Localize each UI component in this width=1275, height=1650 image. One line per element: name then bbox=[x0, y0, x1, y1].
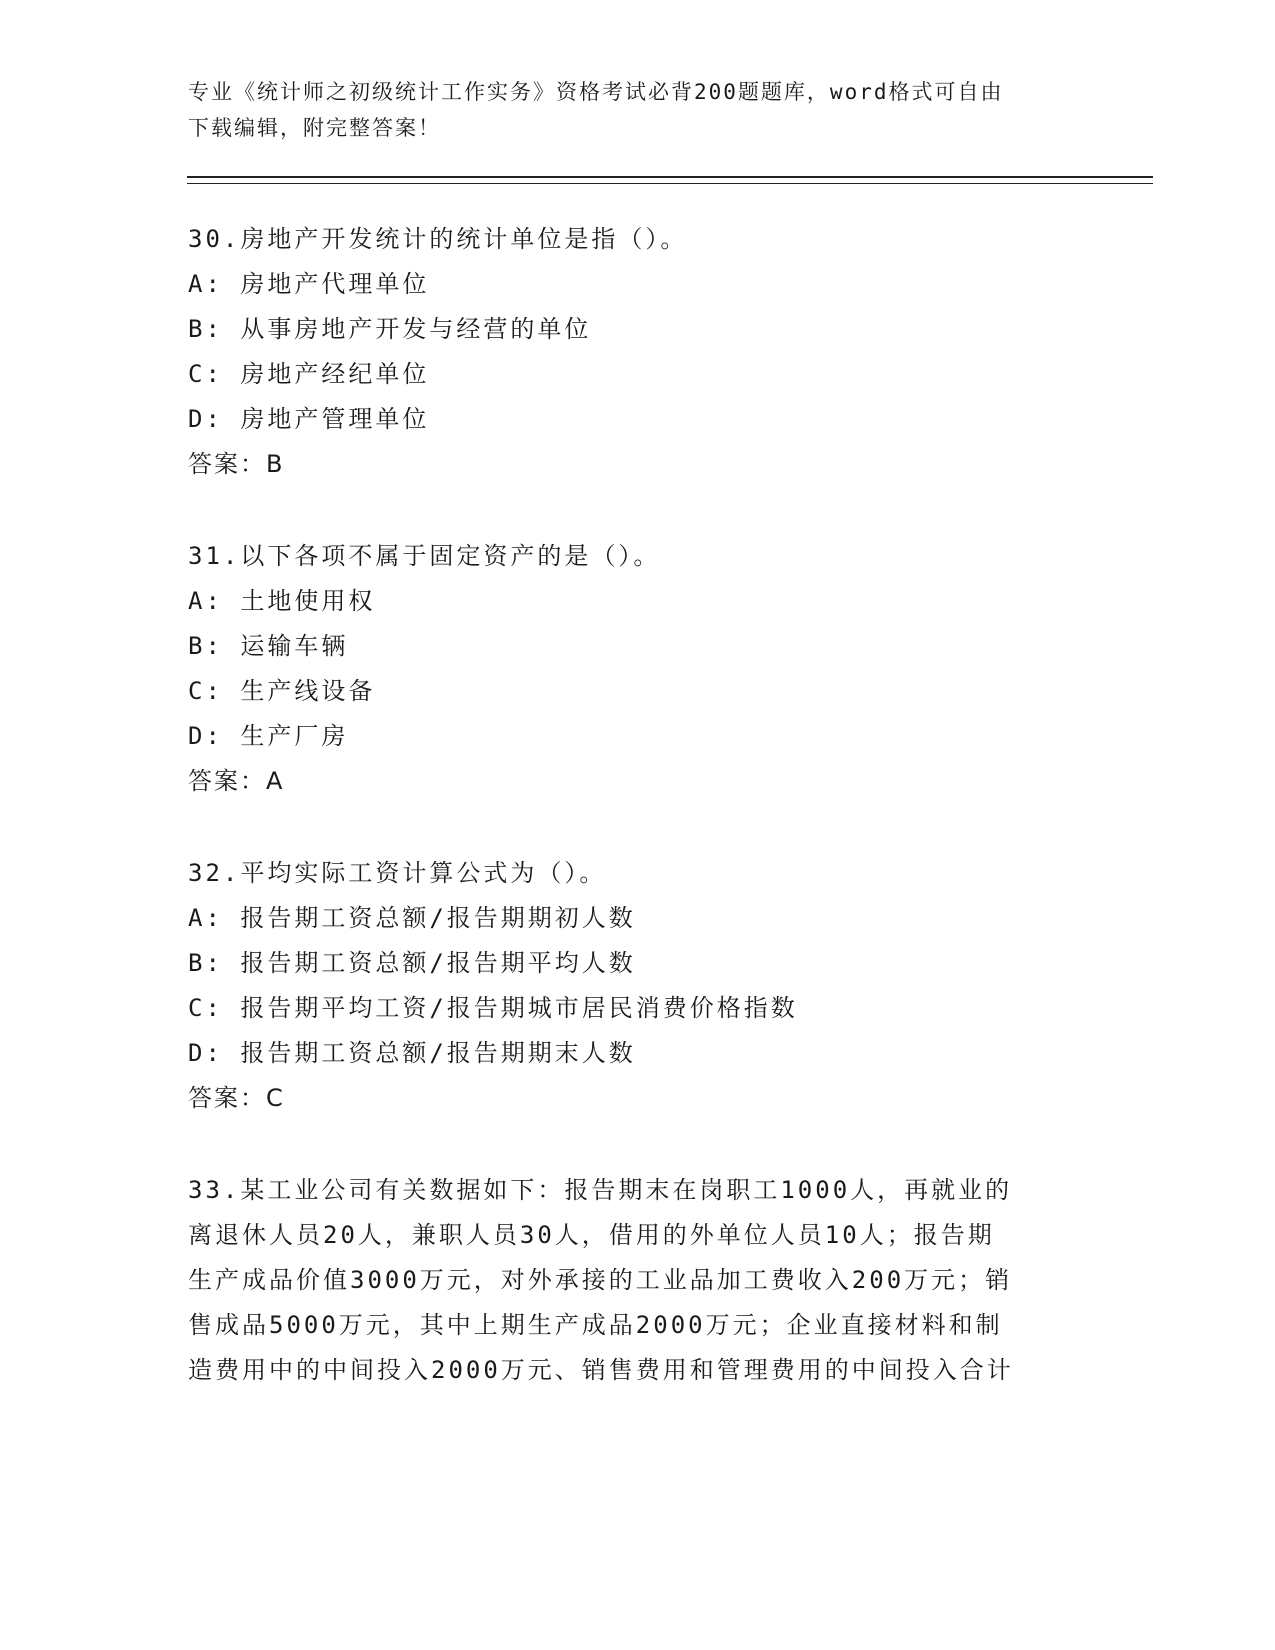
question-30 bbox=[188, 217, 1088, 487]
question-stem: 31.以下各项不属于固定资产的是（）。 bbox=[188, 542, 661, 570]
question-stem: 32.平均实际工资计算公式为（）。 bbox=[188, 859, 607, 887]
option-b: B: 报告期工资总额/报告期平均人数 bbox=[188, 949, 636, 977]
option-d: D: 报告期工资总额/报告期期末人数 bbox=[188, 1039, 636, 1067]
header-line-2: 下载编辑，附完整答案！ bbox=[188, 116, 441, 140]
option-b: B: 运输车辆 bbox=[188, 632, 349, 660]
question-stem-line-3: 生产成品价值3000万元，对外承接的工业品加工费收入200万元；销 bbox=[188, 1266, 1013, 1294]
option-d: D: 房地产管理单位 bbox=[188, 405, 430, 433]
option-c: C: 生产线设备 bbox=[188, 677, 376, 705]
option-c: C: 房地产经纪单位 bbox=[188, 360, 430, 388]
question-stem: 30.房地产开发统计的统计单位是指（）。 bbox=[188, 225, 688, 253]
question-32 bbox=[188, 851, 1088, 1121]
option-a: A: 报告期工资总额/报告期期初人数 bbox=[188, 904, 636, 932]
option-a: A: 房地产代理单位 bbox=[188, 270, 430, 298]
option-b: B: 从事房地产开发与经营的单位 bbox=[188, 315, 592, 343]
answer-label: 答案：B bbox=[188, 450, 285, 478]
option-c: C: 报告期平均工资/报告期城市居民消费价格指数 bbox=[188, 994, 798, 1022]
option-d: D: 生产厂房 bbox=[188, 722, 349, 750]
question-33 bbox=[188, 1168, 1088, 1393]
option-a: A: 土地使用权 bbox=[188, 587, 376, 615]
question-stem-line-5: 造费用中的中间投入2000万元、销售费用和管理费用的中间投入合计 bbox=[188, 1356, 1014, 1384]
question-stem-line-1: 33.某工业公司有关数据如下：报告期末在岗职工1000人，再就业的 bbox=[188, 1176, 1013, 1204]
header-line-1: 专业《统计师之初级统计工作实务》资格考试必背200题题库，word格式可自由 bbox=[188, 80, 1004, 104]
header-divider bbox=[187, 176, 1153, 184]
answer-label: 答案：A bbox=[188, 767, 285, 795]
question-stem-line-4: 售成品5000万元，其中上期生产成品2000万元；企业直接材料和制 bbox=[188, 1311, 1003, 1339]
question-31 bbox=[188, 534, 1088, 804]
answer-label: 答案：C bbox=[188, 1084, 285, 1112]
question-stem-line-2: 离退休人员20人，兼职人员30人，借用的外单位人员10人；报告期 bbox=[188, 1221, 995, 1249]
document-header bbox=[188, 74, 1068, 146]
